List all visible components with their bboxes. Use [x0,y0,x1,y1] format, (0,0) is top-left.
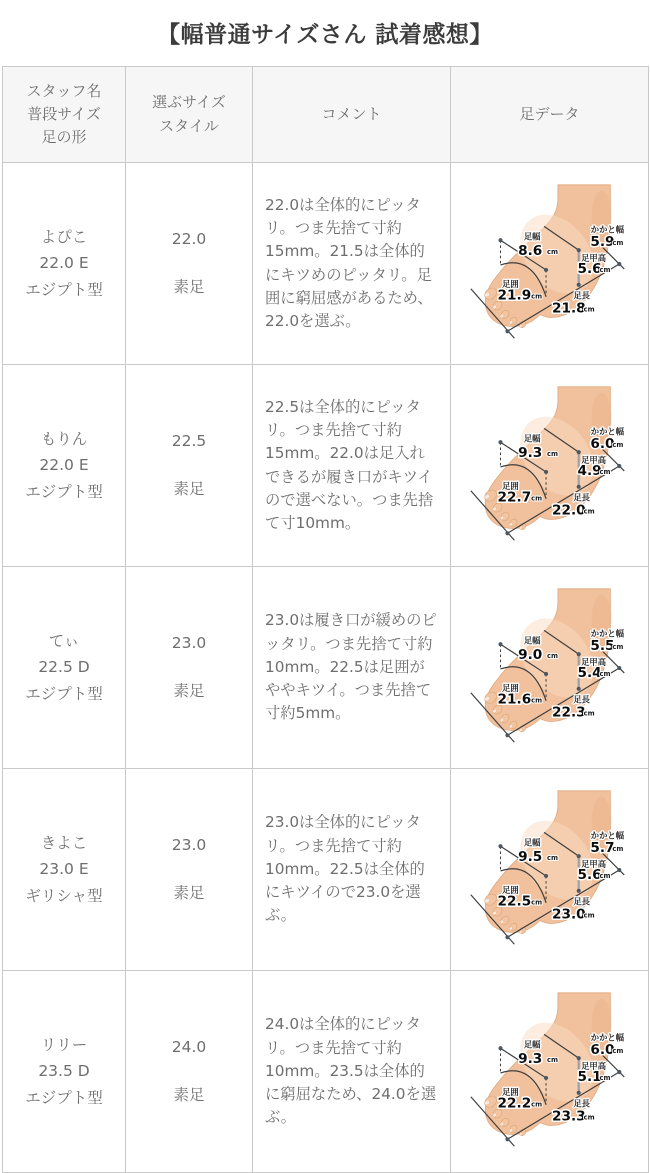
comment-cell [253,567,451,769]
foot-length-label: 足長 [572,896,590,907]
col-header-comment [253,67,451,163]
comment-text: 22.0は全体的にピッタリ。つま先捨て寸約15mm。21.5は全体的にキツめのピッタリ。足囲に窮屈感があるため、22.0を選ぶ。 [265,195,433,330]
table-body [3,163,649,1173]
foot-girth-unit: cm [530,696,542,705]
foot-width-label: 足幅 [523,1038,540,1049]
foot-data-cell [451,971,649,1173]
size-cell [126,163,253,365]
chosen-size: 23.0 [171,634,207,652]
page-title: 【幅普通サイズさん 試着感想】 [157,22,493,48]
foot-width-value: 8.6 [517,242,542,259]
style-label: 素足 [173,278,205,296]
instep-height-label: 足甲高 [580,454,606,465]
header-line: 選ぶサイズ [152,93,226,112]
foot-shape: エジプト型 [25,280,103,299]
foot-width-unit: cm [546,1055,558,1064]
foot-length-label: 足長 [572,694,590,705]
header-line: スタッフ名 [26,81,102,100]
chosen-size: 22.5 [171,432,207,450]
foot-length-label: 足長 [572,1098,590,1109]
style-label: 素足 [173,1086,205,1104]
foot-width-unit: cm [546,449,558,458]
table-row [3,567,649,769]
header-line: スタイル [159,116,219,135]
foot-width-value: 9.0 [517,646,542,663]
header-line: 普段サイズ [27,104,101,123]
foot-length-unit: cm [583,507,595,516]
foot-data-cell [451,567,649,769]
instep-height-label: 足甲高 [580,1060,606,1071]
foot-girth-label: 足囲 [501,1086,519,1097]
foot-data-cell [451,365,649,567]
chosen-size: 24.0 [171,1038,207,1056]
heel-width-label: かかと幅 [590,425,624,436]
foot-width-label: 足幅 [523,634,540,645]
instep-height-unit: cm [598,467,610,476]
foot-shape: エジプト型 [25,482,103,501]
foot-shape: ギリシャ型 [25,886,103,905]
page [0,16,650,1173]
foot-girth-value: 22.7 [497,489,531,506]
table-row [3,365,649,567]
heel-width-unit: cm [611,440,623,449]
usual-size: 22.5 D [38,658,90,677]
foot-data-cell [451,769,649,971]
instep-height-value: 5.4 [577,664,602,681]
foot-shape: エジプト型 [25,684,103,703]
col-header-size [126,67,253,163]
instep-height-value: 5.6 [577,260,602,277]
header-row [3,67,649,163]
comment-cell [253,769,451,971]
foot-width-value: 9.3 [517,444,542,461]
usual-size: 22.0 E [39,456,89,475]
foot-data-cell [451,163,649,365]
staff-cell [3,163,126,365]
heel-width-unit: cm [611,1046,623,1055]
header-line: コメント [321,104,382,123]
foot-length-value: 22.3 [551,704,586,720]
header-line: 足の形 [41,128,87,147]
foot-girth-unit: cm [530,1100,542,1109]
size-cell [126,567,253,769]
comment-cell [253,163,451,365]
usual-size: 23.0 E [39,860,89,879]
usual-size: 23.5 D [38,1062,90,1081]
table-row [3,769,649,971]
heel-width-unit: cm [611,844,623,853]
foot-girth-unit: cm [530,292,542,301]
foot-width-unit: cm [546,247,558,256]
comment-text: 22.5は全体的にピッタリ。つま先捨て寸約15mm。22.0は足入れできるが履き口がキツイので選べない。つま先捨て寸10mm。 [265,397,434,532]
instep-height-unit: cm [598,265,610,274]
staff-cell [3,365,126,567]
heel-width-value: 5.5 [589,637,615,654]
foot-girth-value: 22.2 [497,1095,531,1112]
foot-girth-label: 足囲 [501,884,519,895]
instep-height-unit: cm [598,1073,610,1082]
comment-text: 23.0は全体的にピッタリ。つま先捨て寸約10mm。22.5は全体的にキツイので23.0を選ぶ。 [265,813,425,925]
staff-cell [3,971,126,1173]
instep-height-unit: cm [598,669,610,678]
heel-width-value: 6.0 [589,1041,615,1058]
foot-length-unit: cm [583,1113,595,1122]
comment-cell [253,971,451,1173]
foot-girth-value: 21.6 [497,691,531,708]
foot-width-value: 9.3 [517,1050,542,1067]
foot-girth-value: 21.9 [497,287,531,304]
foot-length-value: 21.8 [551,300,586,316]
heel-width-label: かかと幅 [590,829,624,840]
foot-width-label: 足幅 [523,836,540,847]
instep-height-label: 足甲高 [580,656,606,667]
instep-height-value: 5.6 [577,866,602,883]
staff-name: リリー [40,1035,88,1054]
instep-height-label: 足甲高 [580,252,606,263]
style-label: 素足 [173,884,205,902]
staff-name: よぴこ [40,227,88,246]
foot-diagram [453,973,647,1171]
foot-girth-label: 足囲 [501,278,519,289]
heel-width-value: 5.9 [589,233,615,250]
chosen-size: 23.0 [171,836,207,854]
foot-girth-label: 足囲 [501,682,519,693]
comment-text: 23.0は履き口が緩めのピッタリ。つま先捨て寸約10mm。22.5は足囲がややキツイ。つま先捨て寸約5mm。 [265,611,437,723]
foot-width-label: 足幅 [523,432,540,443]
size-cell [126,769,253,971]
size-cell [126,365,253,567]
foot-diagram [453,569,647,767]
staff-cell [3,769,126,971]
heel-width-label: かかと幅 [590,1031,624,1042]
foot-girth-value: 22.5 [497,893,531,910]
comment-text: 24.0は全体的にピッタリ。つま先捨て寸約10mm。23.5は全体的に窮屈なため、24.0を選ぶ。 [265,1015,437,1127]
foot-width-unit: cm [546,651,558,660]
foot-width-unit: cm [546,853,558,862]
staff-name: てぃ [48,631,80,650]
heel-width-label: かかと幅 [590,627,624,638]
style-label: 素足 [173,682,205,700]
heel-width-value: 6.0 [589,435,615,452]
foot-girth-label: 足囲 [501,480,519,491]
style-label: 素足 [173,480,205,498]
instep-height-value: 4.9 [577,462,602,479]
foot-shape: エジプト型 [25,1088,103,1107]
foot-length-value: 23.3 [551,1108,586,1124]
usual-size: 22.0 E [39,254,89,273]
foot-length-unit: cm [583,305,595,314]
col-header-staff [3,67,126,163]
foot-width-value: 9.5 [517,848,542,865]
heel-width-unit: cm [611,642,623,651]
instep-height-unit: cm [598,871,610,880]
foot-diagram [453,165,647,363]
staff-name: もりん [40,429,88,448]
foot-girth-unit: cm [530,898,542,907]
col-header-footdata [451,67,649,163]
chosen-size: 22.0 [171,230,207,248]
foot-girth-unit: cm [530,494,542,503]
table-row [3,971,649,1173]
staff-cell [3,567,126,769]
foot-length-value: 23.0 [551,906,586,922]
staff-name: きよこ [40,833,88,852]
foot-length-value: 22.0 [551,502,586,518]
heel-width-unit: cm [611,238,623,247]
foot-diagram [453,367,647,565]
instep-height-value: 5.1 [577,1068,602,1085]
comment-cell [253,365,451,567]
table-row [3,163,649,365]
foot-length-label: 足長 [572,290,590,301]
foot-width-label: 足幅 [523,230,540,241]
heel-width-label: かかと幅 [590,223,624,234]
size-cell [126,971,253,1173]
foot-length-label: 足長 [572,492,590,503]
foot-length-unit: cm [583,911,595,920]
fit-review-table [2,66,649,1173]
foot-length-unit: cm [583,709,595,718]
instep-height-label: 足甲高 [580,858,606,869]
foot-diagram [453,771,647,969]
header-line: 足データ [519,104,580,123]
heel-width-value: 5.7 [589,839,615,856]
